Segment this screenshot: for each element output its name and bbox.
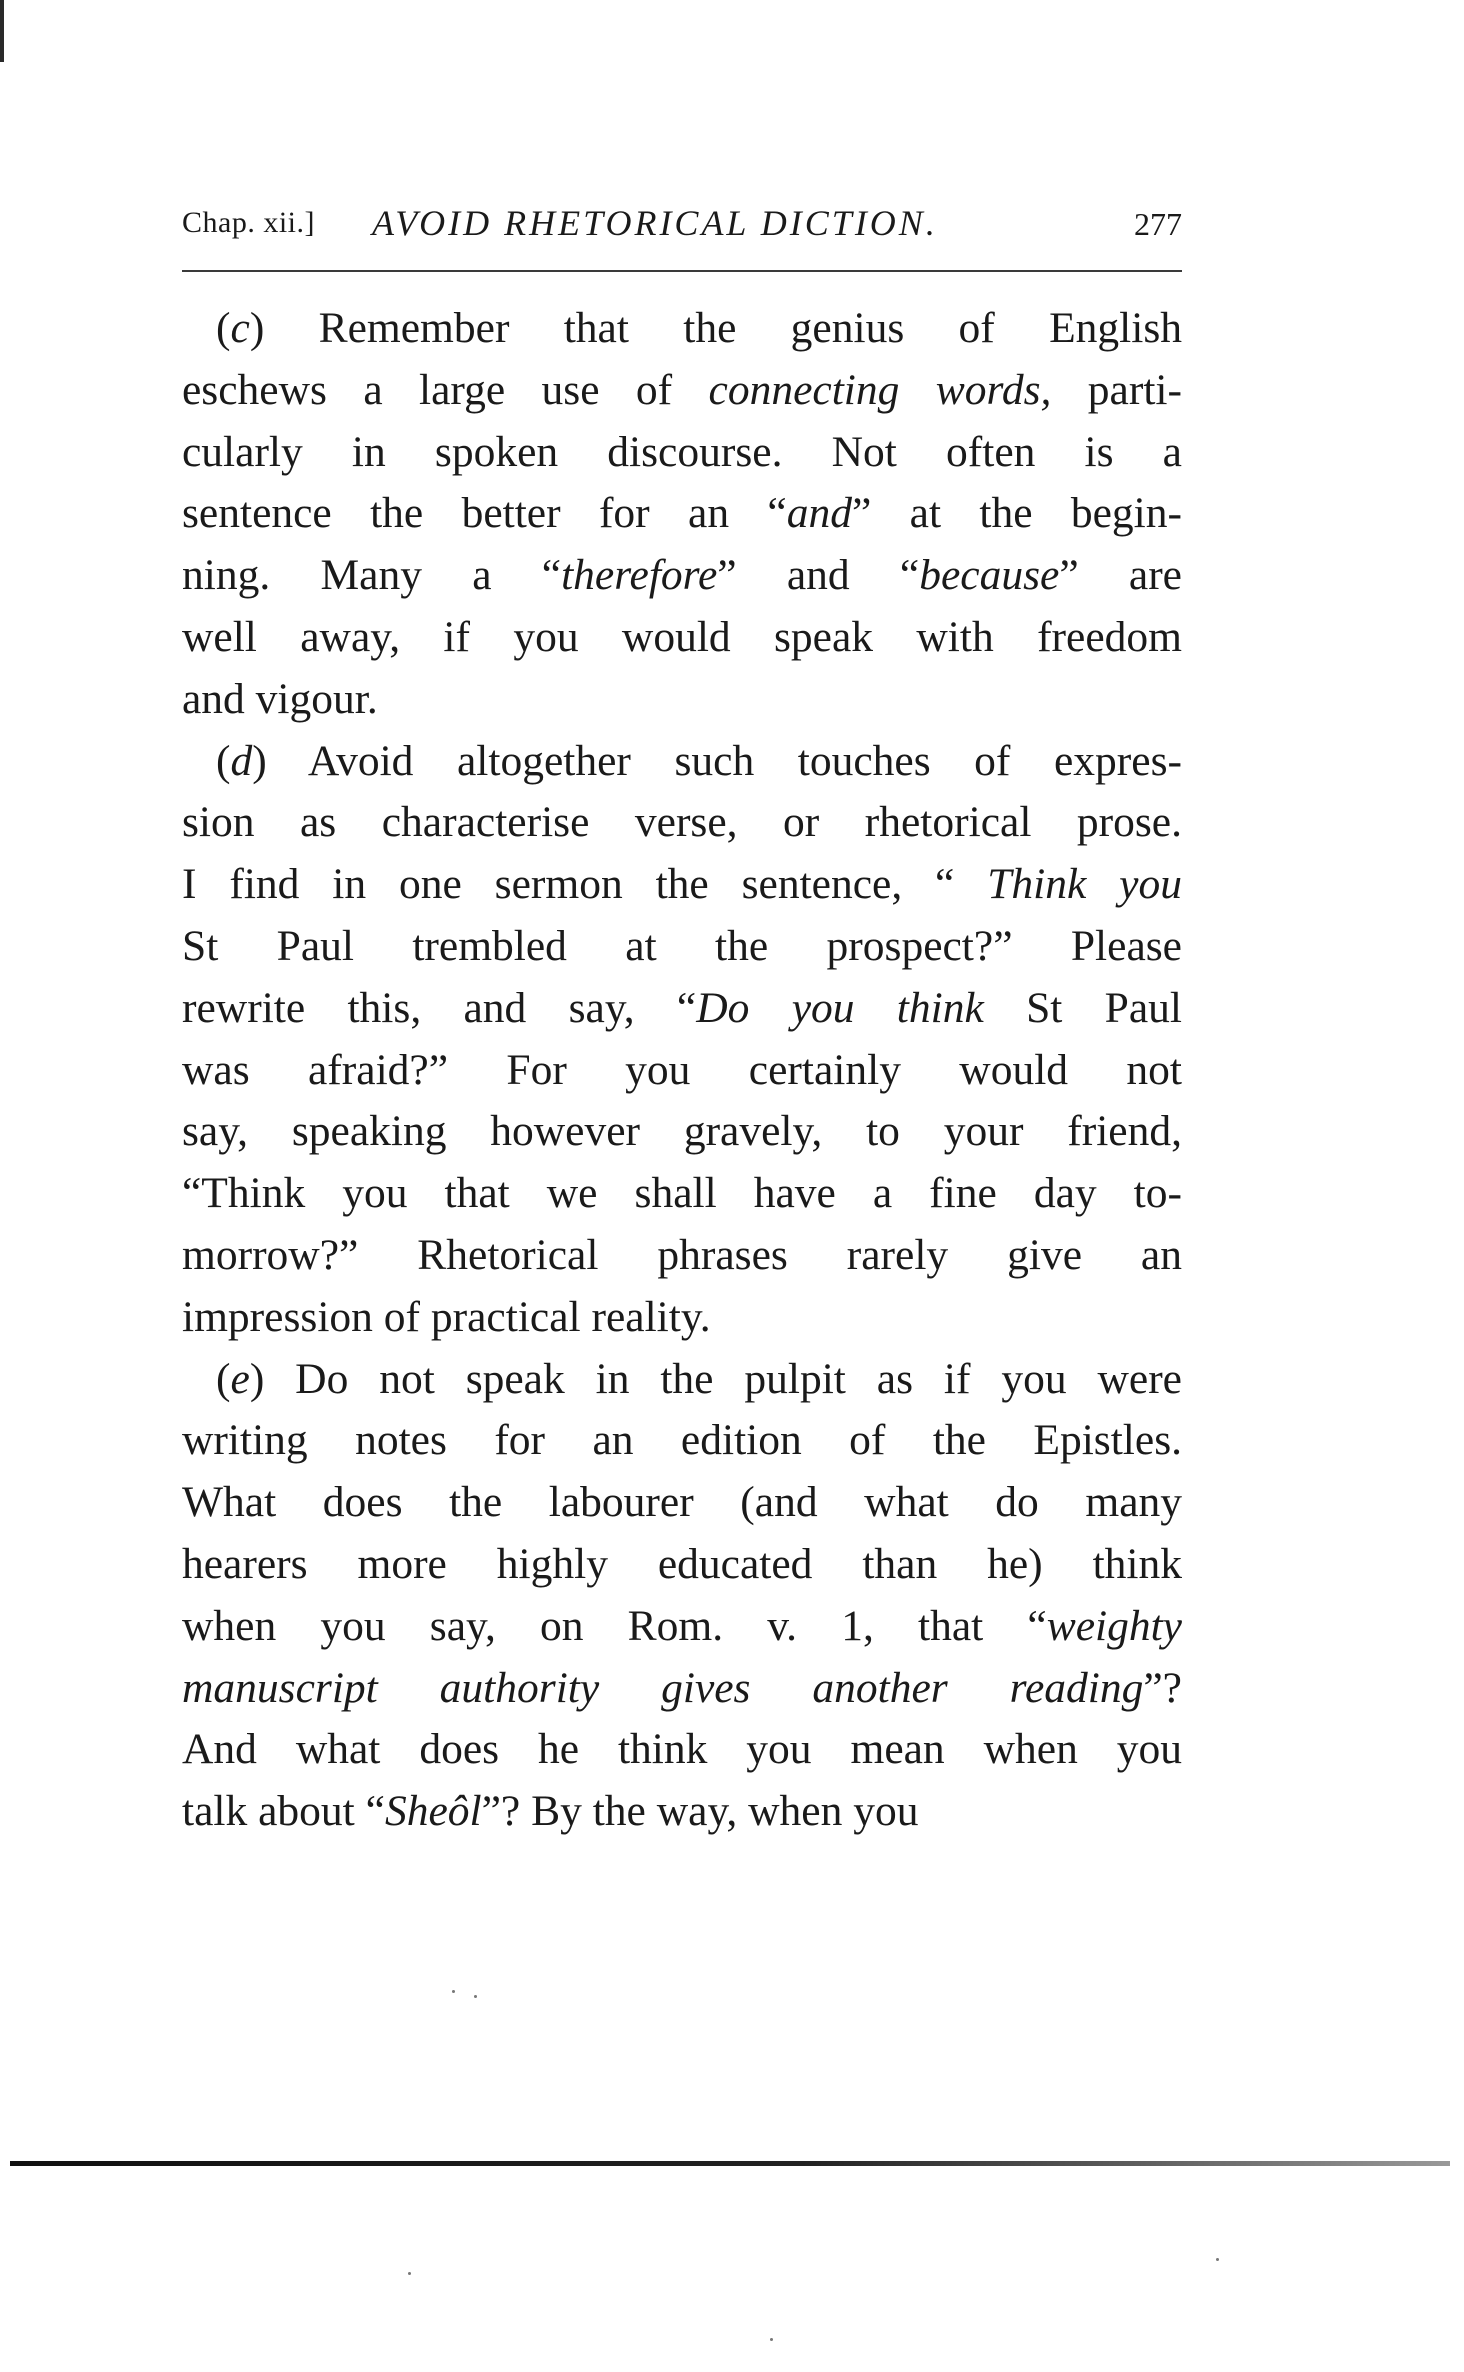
text-run: St Paul trembled at the prospect?” Please — [182, 921, 1182, 970]
text-line — [182, 545, 1182, 607]
text-line — [182, 731, 1182, 793]
text-run: ( — [216, 736, 231, 785]
text-line — [182, 978, 1182, 1040]
text-run: when you say, on Rom. v. 1, that “ — [182, 1601, 1047, 1650]
italic-text: and — [786, 489, 852, 538]
text-run: ) Remember that the genius of English — [249, 304, 1182, 352]
text-run: ning. Many a “ — [182, 551, 562, 600]
text-line — [182, 483, 1182, 545]
italic-text: because — [919, 551, 1060, 600]
text-line — [182, 422, 1182, 484]
text-run: ”? — [1143, 1663, 1182, 1712]
text-line — [182, 1163, 1182, 1225]
text-run: parti- — [1051, 365, 1182, 414]
paper-speck — [770, 2338, 773, 2341]
text-line — [182, 1349, 1182, 1411]
text-line — [182, 607, 1182, 669]
text-line — [182, 1596, 1182, 1658]
paper-speck — [452, 1990, 455, 1993]
text-run: I find in one sermon the sentence, “ — [182, 860, 988, 909]
italic-text: Do you think — [696, 983, 984, 1032]
text-run: hearers more highly educated than he) think — [182, 1539, 1182, 1588]
text-run: “Think you that we shall have a fine day to- — [182, 1169, 1182, 1218]
text-run: ) Do not speak in the pulpit as if you were — [249, 1354, 1182, 1403]
text-run: cularly in spoken discourse. Not often is a — [182, 427, 1182, 476]
text-line — [182, 360, 1182, 422]
italic-text: manuscript authority gives another reading — [182, 1663, 1144, 1712]
italic-text: therefore — [561, 551, 718, 600]
text-run: ” are — [1059, 551, 1182, 600]
paragraph-d — [182, 731, 1182, 1349]
italic-text: Think you — [987, 860, 1182, 909]
text-run: ”? By the way, when you — [481, 1787, 919, 1836]
text-run: ( — [216, 1354, 231, 1403]
text-line — [182, 1472, 1182, 1534]
text-run: morrow?” Rhetorical phrases rarely give an — [182, 1230, 1182, 1279]
paragraph-c — [182, 298, 1182, 731]
text-line — [182, 1781, 1182, 1843]
text-run: was afraid?” For you certainly would not — [182, 1045, 1182, 1094]
text-line — [182, 1101, 1182, 1163]
text-line — [182, 298, 1182, 360]
text-line — [182, 1040, 1182, 1102]
text-run: sentence the better for an “ — [182, 489, 787, 538]
text-run: ( — [216, 304, 231, 352]
text-run: And what does he think you mean when you — [182, 1725, 1182, 1774]
text-run: eschews a large use of — [182, 365, 709, 414]
text-run: well away, if you would speak with freedom — [182, 612, 1182, 661]
text-run: ) Avoid altogether such touches of expres- — [252, 736, 1182, 785]
chapter-reference: Chap. xii.] — [182, 206, 315, 239]
bottom-rule — [10, 2161, 1450, 2166]
text-line — [182, 1658, 1182, 1720]
page-edge-mark — [0, 0, 4, 62]
body-text — [182, 298, 1182, 1843]
text-line — [182, 1287, 1182, 1349]
italic-text: weighty — [1046, 1601, 1182, 1650]
header-rule — [182, 270, 1182, 272]
text-line — [182, 854, 1182, 916]
text-line — [182, 916, 1182, 978]
running-title: AVOID RHETORICAL DICTION. — [372, 203, 938, 243]
text-line — [182, 1534, 1182, 1596]
text-run: St Paul — [983, 983, 1182, 1032]
text-run: say, speaking however gravely, to your friend, — [182, 1107, 1182, 1156]
text-run: writing notes for an edition of the Epistles. — [182, 1416, 1182, 1465]
text-run: talk about “ — [182, 1787, 385, 1836]
italic-text: Sheôl — [384, 1787, 482, 1836]
text-run: ” and “ — [717, 551, 920, 600]
text-run: and vigour. — [182, 674, 378, 723]
text-line — [182, 1719, 1182, 1781]
text-run: rewrite this, and say, “ — [182, 983, 697, 1032]
paper-speck — [474, 1995, 477, 1998]
running-head — [182, 200, 1182, 250]
italic-text: d — [230, 736, 253, 785]
paper-speck — [408, 2272, 411, 2275]
text-run: impression of practical reality. — [182, 1292, 711, 1341]
italic-text: c — [230, 304, 250, 352]
text-line — [182, 1410, 1182, 1472]
text-line — [182, 792, 1182, 854]
text-run: What does the labourer (and what do many — [182, 1478, 1182, 1527]
page-number: 277 — [1134, 206, 1182, 242]
paper-speck — [1216, 2258, 1219, 2261]
text-run: sion as characterise verse, or rhetorical prose. — [182, 798, 1182, 847]
text-line — [182, 669, 1182, 731]
italic-text: e — [230, 1354, 250, 1403]
paragraph-e — [182, 1349, 1182, 1843]
italic-text: connecting words, — [708, 365, 1052, 414]
text-line — [182, 1225, 1182, 1287]
text-run: ” at the begin- — [851, 489, 1182, 538]
